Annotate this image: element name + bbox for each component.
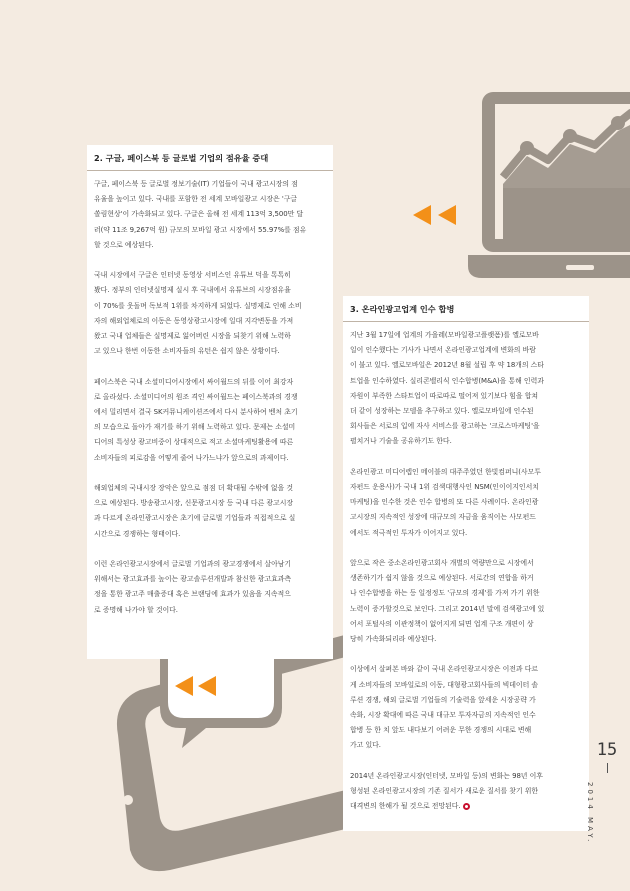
section-3-paragraph: 이상에서 살펴본 바와 같이 국내 온라인광고시장은 이전과 다르 게 소비자들의 모바일로의 이동, 대형광고회사들의 빅데이터 솔 루션 경쟁, 해외 글로벌 기업들의 기술력을 앞세운 시장공략 가 속화, 시장 확대에 따른 국내 대규모 투자자금의 지속적인 인수 합병 등 한 치 앞도 내다보기 어려운 무한 경쟁의 시대로 변해 가고 있다.	[350, 665, 539, 750]
section-3-box	[343, 296, 589, 831]
issue-date: 2014 MAY.	[586, 782, 594, 845]
section-2-paragraph: 해외업체의 국내시장 장악은 앞으로 점점 더 확대될 수밖에 없을 것 으로 예상된다. 방송광고시장, 신문광고시장 등 국내 다른 광고시장 과 다르게 온라인광고시장은 초기에 글로벌 기업들과 직접적으로 실 시간으로 경쟁하는 형태이다.	[94, 484, 296, 538]
page-number: 15	[596, 740, 618, 760]
section-3-heading: 3. 온라인광고업계 인수 합병	[343, 302, 589, 322]
section-2-paragraph: 국내 시장에서 구글은 인터넷 동영상 서비스인 유튜브 덕을 톡톡히 봤다. 정부의 인터넷실명제 실시 후 국내에서 유튜브의 시장점유율 이 70%를 웃돌며 독보적 1위를 차지하게 되었다. 실명제로 인해 소비 자의 해외업체로의 이동은 동영상광고시장에 일대 지각변동을 가져 왔고 국내 업체들은 실명제로 잃어버린 시장을 되찾기 위해 노력하 고 있으나 한번 이동한 소비자들의 유턴은 쉽지 않은 상황이다.	[94, 271, 302, 356]
section-2-paragraph: 이런 온라인광고시장에서 글로벌 기업과의 광고경쟁에서 살아남기 위해서는 광고효과를 높이는 광고솔루션개발과 참신한 광고효과측 정을 통한 광고주 매출증대 혹은 브랜딩에 효과가 있음을 지속적으 로 증명해 나가야 할 것이다.	[94, 560, 292, 614]
section-2-box	[87, 145, 333, 659]
section-2-heading: 2. 구글, 페이스북 등 글로벌 기업의 점유율 증대	[87, 151, 333, 171]
section-2-paragraph: 페이스북은 국내 소셜미디어시장에서 싸이월드의 뒤를 이어 최강자 로 올라섰다. 소셜미디어의 원조 격인 싸이월드는 페이스북과의 경쟁 에서 밀리면서 결국 SK커뮤니케이션즈에서 다시 분사하여 벤처 초기 의 모습으로 돌아가 재기를 하기 위해 노력하고 있다. 문제는 소셜미 디어의 특성상 광고비중이 상대적으로 적고 소셜마케팅활용에 따른 소비자들의 피로감을 어떻게 줄여 나가느냐가 앞으로의 과제이다.	[94, 377, 298, 462]
section-3-paragraph: 지난 3월 17일에 업계의 가을레(모바일광고플랫폼)를 옐로모바 일이 인수했다는 기사가 나면서 온라인광고업계에 변화의 바람 이 불고 있다. 옐로모바일은 2012년 8월 설립 후 약 18개의 스타 트업을 인수하였다. 실리콘밸리식 인수합병(M&A)을 통해 인력과 자원이 부족한 스타트업이 따로따로 떨어져 있기보다 힘을 합쳐 더 같이 성장하는 모델을 추구하고 있다. 옐로모바일에 인수된 회사들은 서로의 입에 자사 서비스를 광고하는 '크로스마케팅'을 펼치거나 기술을 공유하기도 한다.	[350, 331, 544, 446]
double-arrow-icon	[413, 205, 456, 225]
end-of-article-icon	[463, 803, 470, 810]
section-2-paragraph: 구글, 페이스북 등 글로벌 정보기술(IT) 기업들이 국내 광고시장의 점 유율을 높이고 있다. 국내를 포함한 전 세계 모바일광고 시장은 '구글 쏠림현상'이 가속화되고 있다. 구글은 올해 전 세계 113억 3,500만 달 러(약 11조 9,267억 원) 규모의 모바일 광고 시장에서 55.97%를 점유 할 것으로 예상된다.	[94, 180, 307, 249]
folio	[592, 740, 622, 776]
section-3-closing-text: 2014년 온라인광고시장(인터넷, 모바일 등)의 변화는 98년 이후 형성된 온라인광고시장의 기존 질서가 새로운 질서를 찾기 위한 대격변의 한해가 될 것으로 전망된다.	[350, 771, 543, 811]
laptop-icon	[468, 92, 630, 278]
section-3-closing-paragraph	[350, 769, 582, 815]
section-3-paragraph: 앞으로 작은 중소온라인광고회사 개별의 역량만으로 시장에서 생존하기가 쉽지 않을 것으로 예상된다. 서로간의 연합을 하거 나 인수합병을 하는 등 일정정도 '규모의 경제'를 가져 가기 위한 노력이 증가할것으로 보인다. 그리고 2014년 말에 검색광고에 있 어서 포털사의 이관정책이 없어지게 되면 업계 구조 개편이 상 당히 가속화되리라 예상된다.	[350, 559, 545, 644]
folio-divider	[607, 763, 608, 773]
section-3-paragraph: 온라인광고 미디어렙인 메이블의 대주주였던 한빛컴퍼니(사모투 자펀드 운용사)가 국내 1위 검색대행사인 NSM(인이이지인서치 마케팅)을 인수한 것은 인수 합병의 또 다른 사례이다. 온라인광 고시장의 지속적인 성장에 대규모의 자금을 움직이는 사모펀드 에서도 적극적인 투자가 이어지고 있다.	[350, 467, 541, 537]
